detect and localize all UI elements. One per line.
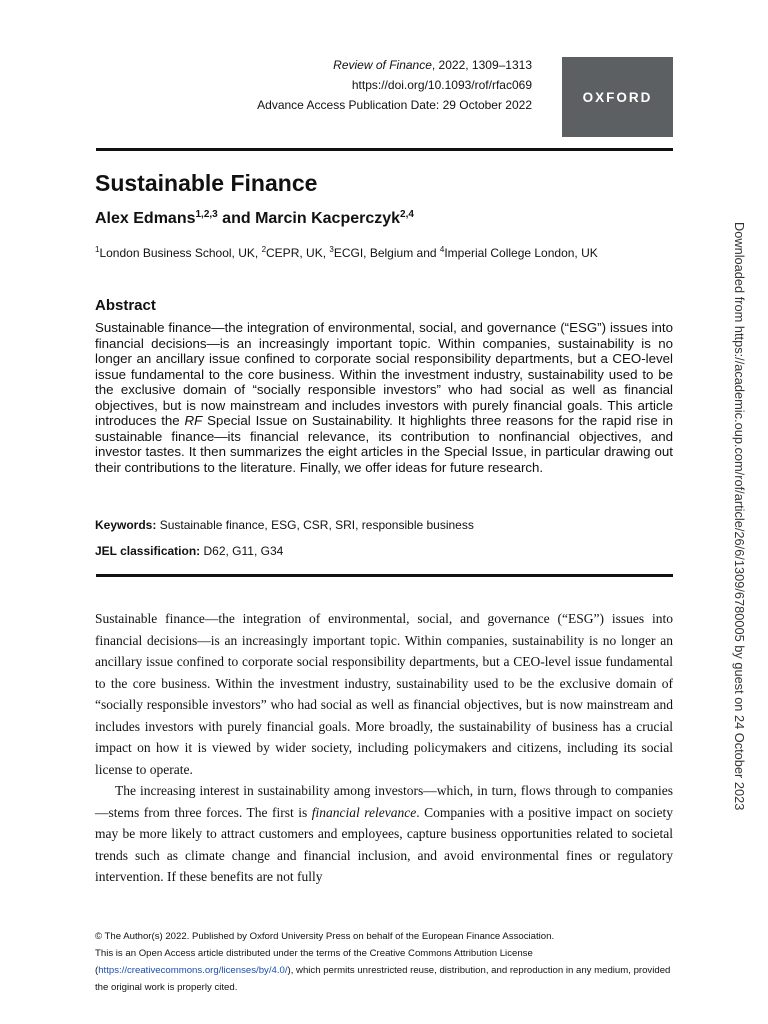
affiliation-marker: 3	[329, 245, 334, 254]
affiliation: London Business School, UK,	[99, 246, 262, 260]
keywords-label: Keywords:	[95, 518, 157, 532]
citation-pages: , 2022, 1309–1313	[431, 58, 532, 72]
abstract-text-part: Special Issue on Sustainability. It highlights three reasons for the rapid rise in sustainable finance—its financial relevance, its contribution to nonfinancial objectives, and investor tastes. It then summarizes the eight articles in the Special Issue, in particular drawing out their contributions to the literature. Finally, we offer ideas for future research.	[95, 413, 673, 475]
download-notice: Downloaded from https://academic.oup.com/rof/article/26/6/1309/6780005 by guest on 24 October 2023	[732, 222, 747, 811]
keywords	[95, 518, 474, 532]
body-text-part: The increasing interest in sustainability among investors—which, in turn, flows through to companies—stems from three forces. The first is	[95, 783, 673, 820]
abstract-heading: Abstract	[95, 297, 156, 314]
affiliation-marker: 2	[261, 245, 267, 254]
body-text-part: . Companies with a positive impact on society may be more likely to attract customers and employees, capture business opportunities related to societal trends such as climate change and financial inclusion, and avoid environmental fines or regulatory intervention. If these benefits are not fully	[95, 804, 673, 884]
author-affiliation-marker: 1,2,3	[195, 209, 218, 220]
license-link[interactable]: https://creativecommons.org/licenses/by/4.0/	[98, 965, 288, 976]
author-conjunction: and	[217, 210, 256, 227]
journal-header	[257, 55, 532, 115]
publication-date: Advance Access Publication Date: 29 October 2022	[257, 98, 532, 112]
journal-name: Review of Finance	[333, 58, 432, 72]
body-paragraph: Sustainable finance—the integration of environmental, social, and governance (“ESG”) issues into financial decisions—is an increasingly important topic. Within companies, sustainability is no longer an ancillary issue confined to corporate social responsibility departments, but a CEO-level issue fundamental to the core business. Within the investment industry, sustainability used to be the exclusive domain of “socially responsible investors” who had social as well as financial objectives, but is now mainstream and includes investors with purely financial goals. More broadly, the sustainability of business has a crucial impact on how it is viewed by wider society, including policymakers and citizens, including its social license to operate.	[95, 611, 673, 777]
keywords-value: Sustainable finance, ESG, CSR, SRI, responsible business	[156, 518, 474, 532]
download-watermark	[727, 222, 755, 811]
affiliation-marker: 1	[95, 245, 100, 254]
author-name: Alex Edmans	[95, 210, 196, 227]
affiliation: CEPR, UK,	[266, 246, 330, 260]
oxford-logo	[562, 57, 673, 137]
article-body	[95, 608, 673, 888]
license-footer	[95, 928, 673, 996]
article-title: Sustainable Finance	[95, 170, 318, 196]
publisher-name: OXFORD	[582, 89, 653, 105]
license-text-part: ), which permits unrestricted reuse, distribution, and reproduction in any medium, provided the original work is properly cited.	[95, 965, 671, 993]
affiliation: Imperial College London, UK	[444, 246, 598, 260]
affiliation-marker: 4	[439, 245, 445, 254]
doi-link[interactable]: https://doi.org/10.1093/rof/rfac069	[351, 78, 532, 92]
abstract-text-part: Sustainable finance—the integration of environmental, social, and governance (“ESG”) issues into financial decisions—is an increasingly important topic. Within companies, sustainability is no longer an ancillary issue confined to corporate social responsibility departments, but a CEO-level issue fundamental to the core business. Within the investment industry, sustainability used to be the exclusive domain of “socially responsible investors” who had social as well as financial objectives, but is now mainstream and includes investors with purely financial goals. This article introduces the	[95, 320, 673, 428]
license-text-part: This is an Open Access article distributed under the terms of the Creative Commons Attribution License (	[95, 948, 533, 976]
author-line	[95, 210, 414, 228]
author-affiliation-marker: 2,4	[400, 209, 414, 220]
emphasis: financial relevance	[311, 804, 417, 820]
affiliation: ECGI, Belgium and	[333, 246, 440, 260]
copyright-notice: © The Author(s) 2022. Published by Oxford University Press on behalf of the European Finance Association.	[95, 931, 555, 942]
author-name: Marcin Kacperczyk	[255, 210, 401, 227]
license-text	[95, 948, 670, 993]
jel-label: JEL classification:	[95, 544, 201, 558]
abstract-text	[95, 320, 673, 475]
header-divider	[96, 148, 673, 151]
body-paragraph	[95, 780, 673, 888]
jel-classification	[95, 544, 283, 558]
journal-citation	[257, 55, 532, 75]
journal-abbreviation: RF	[184, 413, 203, 428]
affiliations	[95, 246, 598, 260]
jel-value: D62, G11, G34	[200, 544, 284, 558]
abstract-divider	[96, 574, 673, 577]
